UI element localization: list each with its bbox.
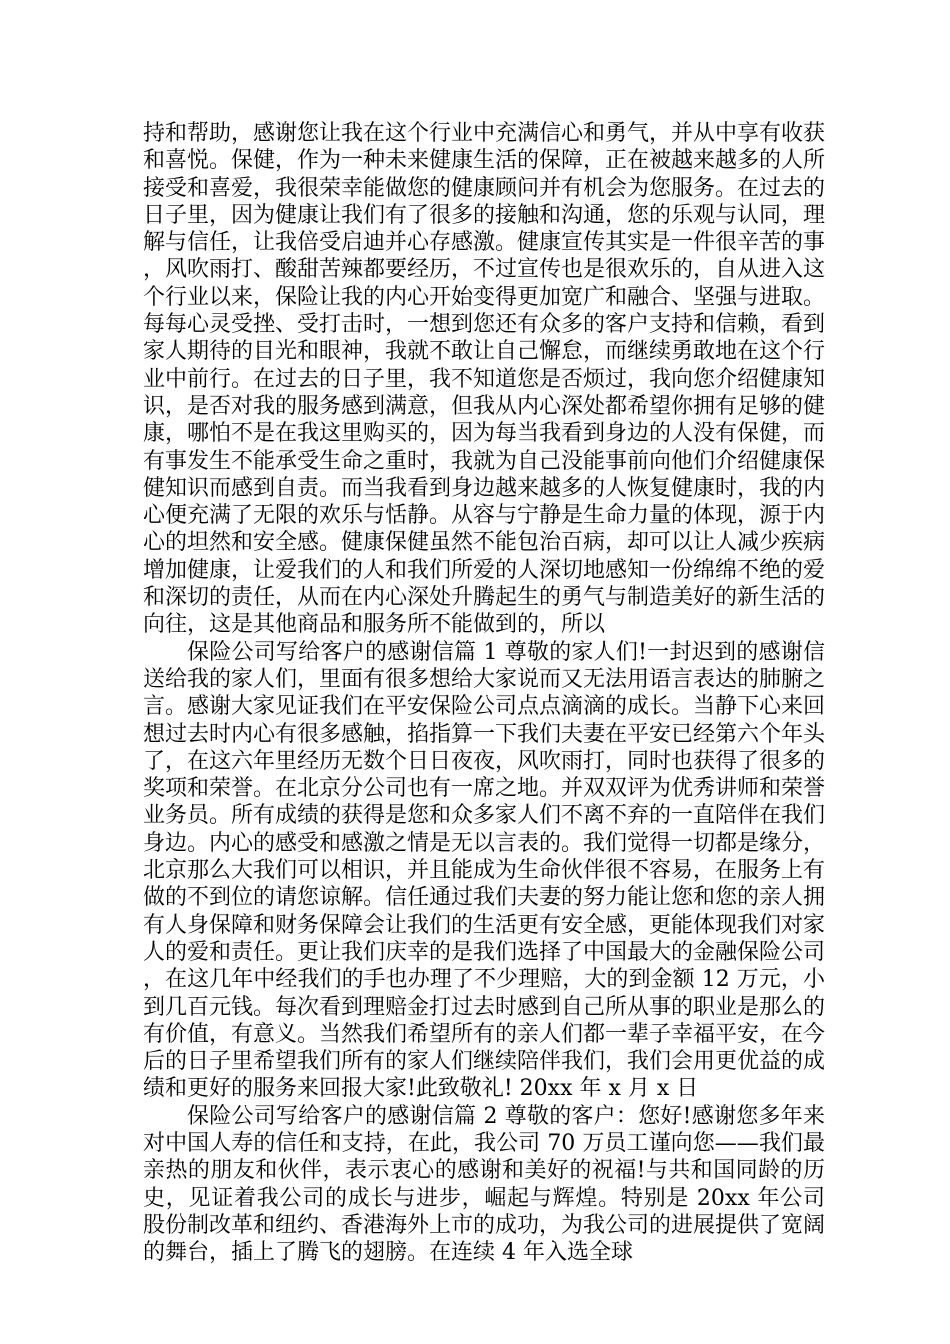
paragraph-thank-you-letter-1: 保险公司写给客户的感谢信篇 1 尊敬的家人们!一封迟到的感谢信送给我的家人们，里面有很多想给大家说而又无法用语言表达的肺腑之言。感谢大家见证我们在平安保险公司点点滴滴的成长。当静下心来回想过去时内心有很多感触，掐指算一下我们夫妻在平安已经第六个年头了，在这六年里经历无数个日日夜夜，风吹雨打，同时也获得了很多的奖项和荣誉。在北京分公司也有一席之地。并双双评为优秀讲师和荣誉业务员。所有成绩的获得是您和众多家人们不离不弃的一直陪伴在我们身边。内心的感受和感激之情是无以言表的。我们觉得一切都是缘分，北京那么大我们可以相识，并且能成为生命伙伴很不容易，在服务上有做的不到位的请您谅解。信任通过我们夫妻的努力能让您和您的亲人拥有人身保障和财务保障会让我们的生活更有安全感，更能体现我们对家人的爱和责任。更让我们庆幸的是我们选择了中国最大的金融保险公司，在这几年中经我们的手也办理了不少理赔，大的到金额 12 万元，小到几百元钱。每次看到理赔金打过去时感到自己所从事的职业是那么的有价值，有意义。当然我们希望所有的亲人们都一辈子幸福平安，在今后的日子里希望我们所有的家人们继续陪伴我们，我们会用更优益的成绩和更好的服务来回报大家!此致敬礼! 20xx 年 x 月 x 日 (143, 639, 826, 1102)
document-page (143, 120, 825, 1266)
paragraph-continued: 持和帮助，感谢您让我在这个行业中充满信心和勇气，并从中享有收获和喜悦。保健，作为一种未来健康生活的保障，正在被越来越多的人所接受和喜爱，我很荣幸能做您的健康顾问并有机会为您服务。在过去的日子里，因为健康让我们有了很多的接触和沟通，您的乐观与认同，理解与信任，让我倍受启迪并心存感激。健康宣传其实是一件很辛苦的事，风吹雨打、酸甜苦辣都要经历，不过宣传也是很欢乐的，自从进入这个行业以来，保险让我的内心开始变得更加宽广和融合、坚强与进取。每每心灵受挫、受打击时，一想到您还有众多的客户支持和信赖，看到家人期待的目光和眼神，我就不敢让自己懈怠，而继续勇敢地在这个行业中前行。在过去的日子里，我不知道您是否烦过，我向您介绍健康知识，是否对我的服务感到满意，但我从内心深处都希望你拥有足够的健康，哪怕不是在我这里购买的，因为每当我看到身边的人没有保健，而有事发生不能承受生命之重时，我就为自己没能事前向他们介绍健康保健知识而感到自责。而当我看到身边越来越多的人恢复健康时，我的内心便充满了无限的欢乐与恬静。从容与宁静是生命力量的体现，源于内心的坦然和安全感。健康保健虽然不能包治百病，却可以让人减少疾病增加健康，让爱我们的人和我们所爱的人深切地感知一份绵绵不绝的爱和深切的责任，从而在内心深处升腾起生的勇气与制造美好的新生活的向往，这是其他商品和服务所不能做到的，所以 (143, 121, 826, 638)
paragraph-thank-you-letter-2: 保险公司写给客户的感谢信篇 2 尊敬的客户：您好!感谢您多年来对中国人寿的信任和支持，在此，我公司 70 万员工谨向您——我们最亲热的朋友和伙伴，表示衷心的感谢和美好的祝福!与共和国同龄的历史，见证着我公司的成长与进步，崛起与辉煌。特别是 20xx 年公司股份制改革和纽约、香港海外上市的成功，为我公司的进展提供了宽阔的舞台，插上了腾飞的翅膀。在连续 4 年入选全球 (143, 1103, 826, 1266)
